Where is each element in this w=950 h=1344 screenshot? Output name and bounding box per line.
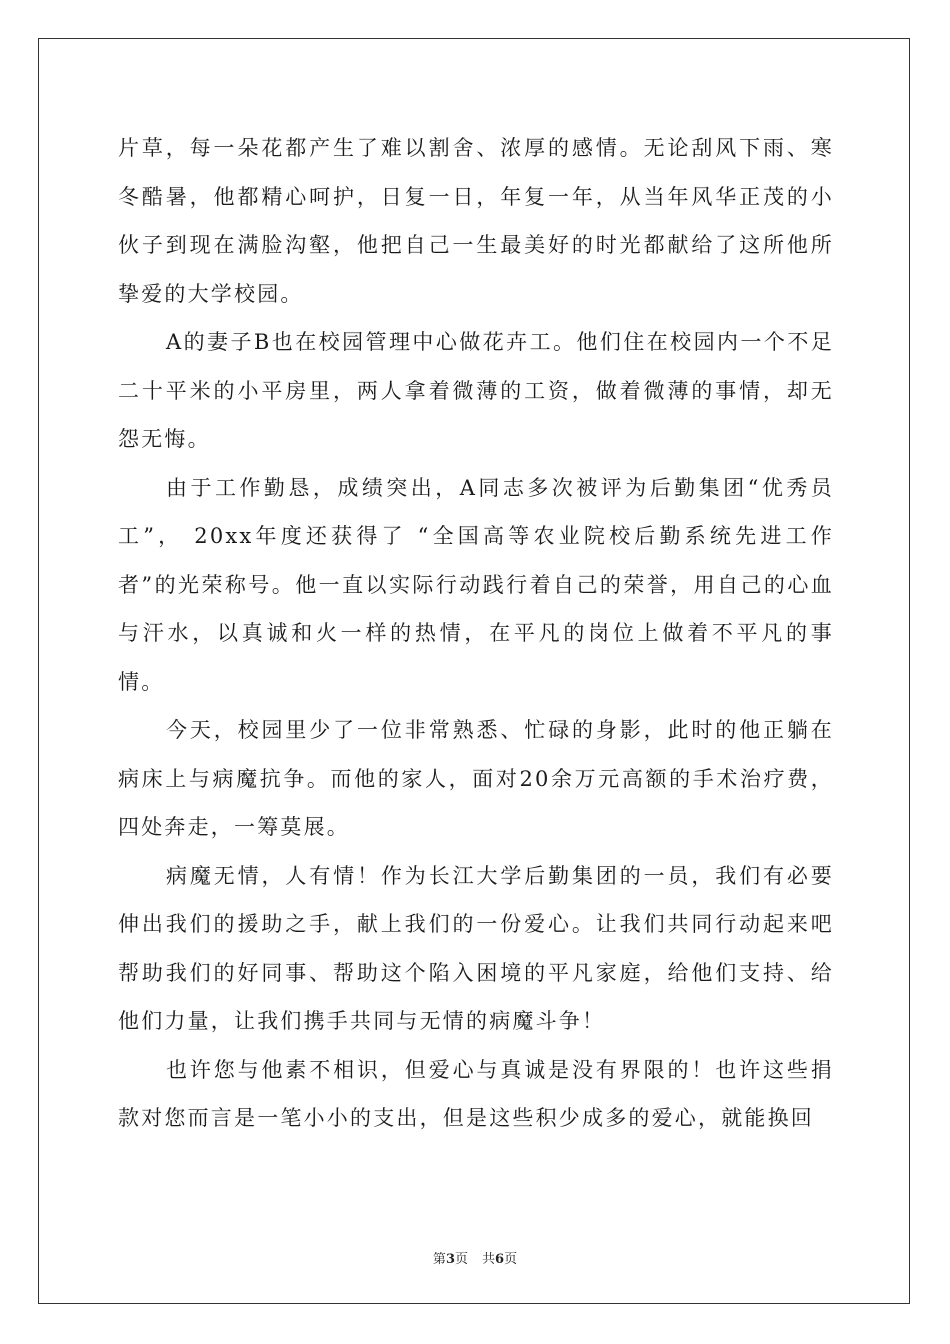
- page-number-suffix: 页: [454, 1252, 468, 1267]
- paragraph-3: 由于工作勤恳，成绩突出，A同志多次被评为后勤集团“优秀员工”， 20xx年度还获得了 “全国高等农业院校后勤系统先进工作者”的光荣称号。他一直以实际行动践行着自己的荣誉，用自己的心血与汗水，以真诚和火一样的热情，在平凡的岗位上做着不平凡的事情。: [118, 475, 834, 694]
- page-number-current: 3: [445, 1252, 455, 1267]
- paragraph-5: 病魔无情，人有情！作为长江大学后勤集团的一员，我们有必要伸出我们的援助之手，献上我们的一份爱心。让我们共同行动起来吧帮助我们的好同事、帮助这个陷入困境的平凡家庭，给他们支持、给他们力量，让我们携手共同与无情的病魔斗争！: [118, 863, 834, 1033]
- paragraph-6: 也许您与他素不相识，但爱心与真诚是没有界限的！也许这些捐款对您而言是一笔小小的支出，但是这些积少成多的爱心，就能换回: [118, 1057, 834, 1130]
- paragraph-2: A的妻子B也在校园管理中心做花卉工。他们住在校园内一个不足二十平米的小平房里，两人拿着微薄的工资，做着微薄的事情，却无怨无悔。: [118, 330, 834, 451]
- page-footer: [0, 1248, 950, 1267]
- page-number-prefix: 第: [432, 1252, 446, 1267]
- document-body: [118, 124, 834, 1143]
- page-total-prefix: 共: [482, 1252, 496, 1267]
- page-total-count: 6: [495, 1252, 505, 1267]
- paragraph-4: 今天，校园里少了一位非常熟悉、忙碌的身影，此时的他正躺在病床上与病魔抗争。而他的家人，面对20余万元高额的手术治疗费，四处奔走，一筹莫展。: [118, 718, 834, 839]
- paragraph-1: 片草，每一朵花都产生了难以割舍、浓厚的感情。无论刮风下雨、寒冬酷暑，他都精心呵护，日复一日，年复一年，从当年风华正茂的小伙子到现在满脸沟壑，他把自己一生最美好的时光都献给了这所他所挚爱的大学校园。: [118, 136, 834, 306]
- page-total-suffix: 页: [504, 1252, 518, 1267]
